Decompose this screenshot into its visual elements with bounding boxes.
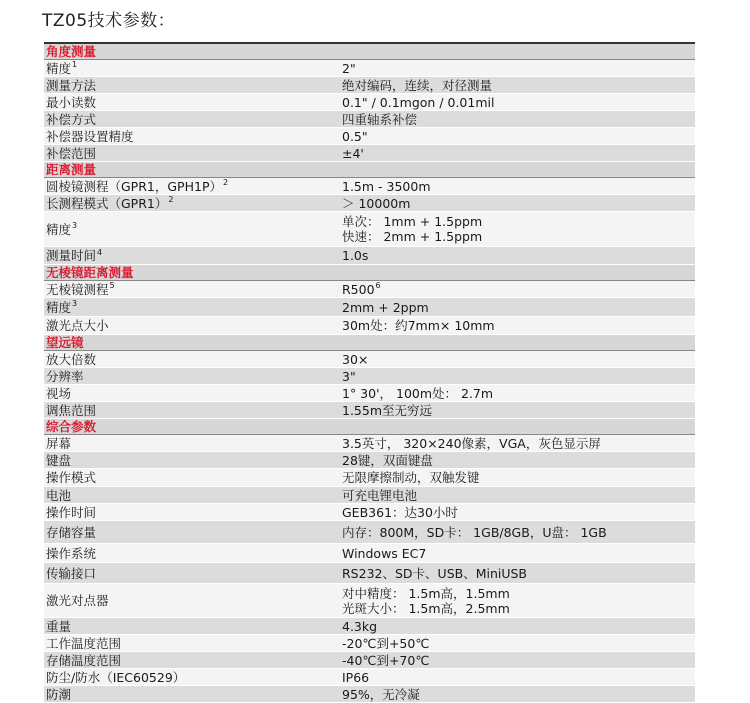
spec-value <box>340 318 695 333</box>
spec-value <box>340 525 695 540</box>
spec-label <box>44 687 340 702</box>
spec-label-text: 精度 <box>46 60 72 76</box>
spec-value-line <box>342 318 695 333</box>
spec-value <box>340 386 695 401</box>
spec-label-text: 视场 <box>46 385 72 401</box>
spec-row <box>44 618 695 635</box>
spec-value-text: 30m处：约7mm× 10mm <box>342 318 495 333</box>
spec-row <box>44 178 695 195</box>
spec-value-text: ＞ 10000m <box>342 195 411 211</box>
spec-label-text: 精度 <box>46 299 72 315</box>
spec-row <box>44 652 695 669</box>
spec-row <box>44 212 695 247</box>
footnote-marker: 4 <box>97 247 103 257</box>
spec-label-text: 补偿范围 <box>46 145 97 161</box>
spec-row <box>44 469 695 487</box>
spec-row <box>44 635 695 652</box>
spec-label-text: 工作温度范围 <box>46 635 122 651</box>
spec-value-line <box>342 670 695 685</box>
spec-value-line <box>342 525 695 540</box>
spec-row <box>44 111 695 128</box>
spec-value-line <box>342 453 695 468</box>
spec-value-text: 3" <box>342 368 356 384</box>
spec-value <box>340 95 695 110</box>
spec-value-text: RS232、SD卡、USB、MiniUSB <box>342 565 528 581</box>
spec-value-line <box>342 196 695 211</box>
spec-value-text: 无限摩擦制动，双触发键 <box>342 470 480 485</box>
spec-label-text: 重量 <box>46 618 72 634</box>
spec-label-text: 防尘/防水（IEC60529） <box>46 669 186 685</box>
spec-row <box>44 584 695 618</box>
spec-value-text: 1.5m - 3500m <box>342 178 431 194</box>
spec-label <box>44 129 340 144</box>
spec-value-text: 4.3kg <box>342 618 378 634</box>
spec-value <box>340 670 695 685</box>
table-body <box>44 44 695 703</box>
spec-label <box>44 636 340 651</box>
spec-row <box>44 686 695 703</box>
spec-value-text: 0.1" / 0.1mgon / 0.01mil <box>342 94 495 110</box>
spec-label <box>44 61 340 76</box>
footnote-marker: 6 <box>375 281 381 291</box>
spec-label <box>44 619 340 634</box>
spec-row <box>44 145 695 162</box>
spec-label-text: 操作系统 <box>46 545 97 561</box>
section-header <box>44 162 695 178</box>
spec-label <box>44 95 340 110</box>
spec-row <box>44 77 695 94</box>
spec-value-line <box>342 601 695 616</box>
spec-label <box>44 403 340 418</box>
spec-label-text: 精度 <box>46 221 72 237</box>
spec-value-text: GEB361：达30小时 <box>342 504 458 520</box>
section-header <box>44 265 695 281</box>
section-title: 距离测量 <box>46 162 97 177</box>
spec-value-text: 绝对编码，连续，对径测量 <box>342 77 493 93</box>
spec-value <box>340 352 695 367</box>
spec-value-line <box>342 636 695 651</box>
spec-value-line <box>342 653 695 668</box>
spec-value-text: 30× <box>342 351 369 367</box>
spec-value <box>340 214 695 244</box>
spec-value-text: R500 <box>342 281 375 297</box>
spec-value <box>340 653 695 668</box>
spec-label-text: 圆棱镜测程（GPR1，GPH1P） <box>46 178 222 194</box>
spec-label-text: 激光对点器 <box>46 593 109 608</box>
spec-value <box>340 470 695 485</box>
spec-value-text: 95%，无冷凝 <box>342 686 420 702</box>
spec-label-text: 键盘 <box>46 452 72 468</box>
spec-value-line <box>342 687 695 702</box>
spec-value-line <box>342 78 695 93</box>
spec-value-line <box>342 505 695 520</box>
spec-value-line <box>342 248 695 263</box>
spec-value-text: 对中精度： 1.5m高，1.5mm <box>342 585 510 601</box>
spec-value-line <box>342 488 695 503</box>
spec-value-text: -40℃到+70℃ <box>342 652 430 668</box>
spec-value-text: 内存：800M，SD卡： 1GB/8GB，U盘： 1GB <box>342 524 607 540</box>
spec-label-text: 电池 <box>46 487 72 503</box>
footnote-marker: 5 <box>109 281 115 291</box>
spec-label <box>44 369 340 384</box>
spec-label-text: 调焦范围 <box>46 402 97 418</box>
spec-value-line <box>342 214 695 229</box>
spec-row <box>44 60 695 77</box>
spec-label-text: 补偿方式 <box>46 111 97 127</box>
footnote-marker: 3 <box>72 221 78 231</box>
spec-value-line <box>342 95 695 110</box>
spec-label-text: 测量方法 <box>46 77 97 93</box>
spec-value-line <box>342 300 695 315</box>
spec-label <box>44 196 340 211</box>
spec-value <box>340 453 695 468</box>
spec-value-line <box>342 146 695 161</box>
spec-label-text: 存储容量 <box>46 524 97 540</box>
spec-value <box>340 687 695 702</box>
spec-label <box>44 146 340 161</box>
footnote-marker: 1 <box>72 60 78 70</box>
spec-label <box>44 386 340 401</box>
section-header <box>44 44 695 60</box>
spec-value-line <box>342 403 695 418</box>
spec-value <box>340 61 695 76</box>
spec-value-text: 1° 30'， 100m处： 2.7m <box>342 385 494 401</box>
spec-value <box>340 586 695 616</box>
spec-row <box>44 351 695 368</box>
spec-row <box>44 563 695 584</box>
spec-row <box>44 317 695 335</box>
spec-row <box>44 195 695 212</box>
spec-row <box>44 94 695 111</box>
spec-label <box>44 670 340 685</box>
spec-row <box>44 521 695 544</box>
spec-value-text: Windows EC7 <box>342 545 427 561</box>
spec-value-text: 2" <box>342 60 356 76</box>
spec-value-text: 1.0s <box>342 248 369 263</box>
spec-row <box>44 544 695 563</box>
spec-label-text: 激光点大小 <box>46 318 109 333</box>
spec-value <box>340 146 695 161</box>
spec-label <box>44 282 340 297</box>
spec-value-line <box>342 386 695 401</box>
spec-label-text: 操作时间 <box>46 504 97 520</box>
spec-value-line <box>342 112 695 127</box>
spec-value <box>340 403 695 418</box>
spec-row <box>44 487 695 504</box>
spec-row <box>44 669 695 686</box>
section-title: 无棱镜距离测量 <box>46 265 134 280</box>
spec-label-text: 分辨率 <box>46 368 84 384</box>
spec-label-text: 放大倍数 <box>46 351 97 367</box>
spec-value-line <box>342 619 695 634</box>
footnote-marker: 2 <box>222 178 229 188</box>
spec-table <box>44 42 695 703</box>
spec-label <box>44 653 340 668</box>
section-title: 望远镜 <box>46 335 84 350</box>
footnote-marker: 2 <box>168 195 174 205</box>
spec-label <box>44 593 340 608</box>
spec-value <box>340 636 695 651</box>
spec-value-text: 0.5" <box>342 128 368 144</box>
spec-value-text: ±4' <box>342 145 364 161</box>
spec-value-line <box>342 586 695 601</box>
spec-label-text: 无棱镜测程 <box>46 281 109 297</box>
spec-label <box>44 546 340 561</box>
spec-label-text: 屏幕 <box>46 435 72 451</box>
spec-row <box>44 504 695 521</box>
spec-label-text: 长测程模式（GPR1） <box>46 195 168 211</box>
spec-value <box>340 369 695 384</box>
spec-row <box>44 281 695 298</box>
spec-value-line <box>342 566 695 581</box>
spec-label <box>44 248 340 263</box>
spec-label <box>44 78 340 93</box>
spec-label <box>44 505 340 520</box>
spec-row <box>44 298 695 317</box>
spec-value-line <box>342 61 695 76</box>
spec-row <box>44 128 695 145</box>
spec-value <box>340 112 695 127</box>
spec-value-line <box>342 129 695 144</box>
spec-row <box>44 435 695 452</box>
spec-row <box>44 385 695 402</box>
section-title: 综合参数 <box>46 419 97 434</box>
spec-value-text: 四重轴系补偿 <box>342 111 418 127</box>
spec-value-text: 光斑大小： 1.5m高，2.5mm <box>342 600 510 616</box>
spec-row <box>44 368 695 385</box>
spec-row <box>44 452 695 469</box>
spec-label-text: 存储温度范围 <box>46 652 122 668</box>
spec-value <box>340 436 695 451</box>
spec-label <box>44 318 340 333</box>
spec-value-line <box>342 352 695 367</box>
spec-value <box>340 78 695 93</box>
spec-value-line <box>342 179 695 194</box>
spec-value <box>340 619 695 634</box>
section-header <box>44 335 695 351</box>
spec-value <box>340 179 695 194</box>
spec-value-text: 28键，双面键盘 <box>342 452 433 468</box>
spec-value-line <box>342 369 695 384</box>
spec-value-line <box>342 546 695 561</box>
page-title: TZ05技术参数： <box>42 11 176 31</box>
spec-value <box>340 196 695 211</box>
spec-label-text: 最小读数 <box>46 94 97 110</box>
spec-value-text: 可充电锂电池 <box>342 487 418 503</box>
footnote-marker: 3 <box>72 299 78 309</box>
spec-label <box>44 352 340 367</box>
spec-value-line <box>342 282 695 297</box>
spec-label <box>44 112 340 127</box>
spec-label <box>44 222 340 237</box>
spec-value-line <box>342 229 695 244</box>
spec-label <box>44 453 340 468</box>
spec-value-text: 1.55m至无穷远 <box>342 402 433 418</box>
spec-value-line <box>342 470 695 485</box>
section-title: 角度测量 <box>46 44 97 59</box>
spec-value <box>340 546 695 561</box>
spec-row <box>44 402 695 419</box>
spec-value <box>340 248 695 263</box>
spec-value-line <box>342 436 695 451</box>
spec-label <box>44 436 340 451</box>
spec-label-text: 传输接口 <box>46 565 97 581</box>
spec-label-text: 操作模式 <box>46 470 97 485</box>
spec-value-text: 3.5英寸， 320×240像素，VGA，灰色显示屏 <box>342 435 601 451</box>
spec-label <box>44 470 340 485</box>
spec-label-text: 补偿器设置精度 <box>46 128 134 144</box>
spec-value-text: 2mm + 2ppm <box>342 299 429 315</box>
spec-value-text: IP66 <box>342 669 370 685</box>
spec-label <box>44 566 340 581</box>
spec-value-text: 快速： 2mm + 1.5ppm <box>342 229 483 244</box>
spec-value-text: -20℃到+50℃ <box>342 635 430 651</box>
spec-label <box>44 300 340 315</box>
spec-value <box>340 129 695 144</box>
spec-value <box>340 282 695 297</box>
spec-value <box>340 488 695 503</box>
spec-label <box>44 488 340 503</box>
spec-value-text: 单次： 1mm + 1.5ppm <box>342 214 483 229</box>
spec-value <box>340 300 695 315</box>
spec-label <box>44 525 340 540</box>
spec-value <box>340 505 695 520</box>
spec-row <box>44 247 695 265</box>
spec-label <box>44 179 340 194</box>
spec-value <box>340 566 695 581</box>
spec-label-text: 测量时间 <box>46 248 97 263</box>
spec-label-text: 防潮 <box>46 686 72 702</box>
section-header <box>44 419 695 435</box>
